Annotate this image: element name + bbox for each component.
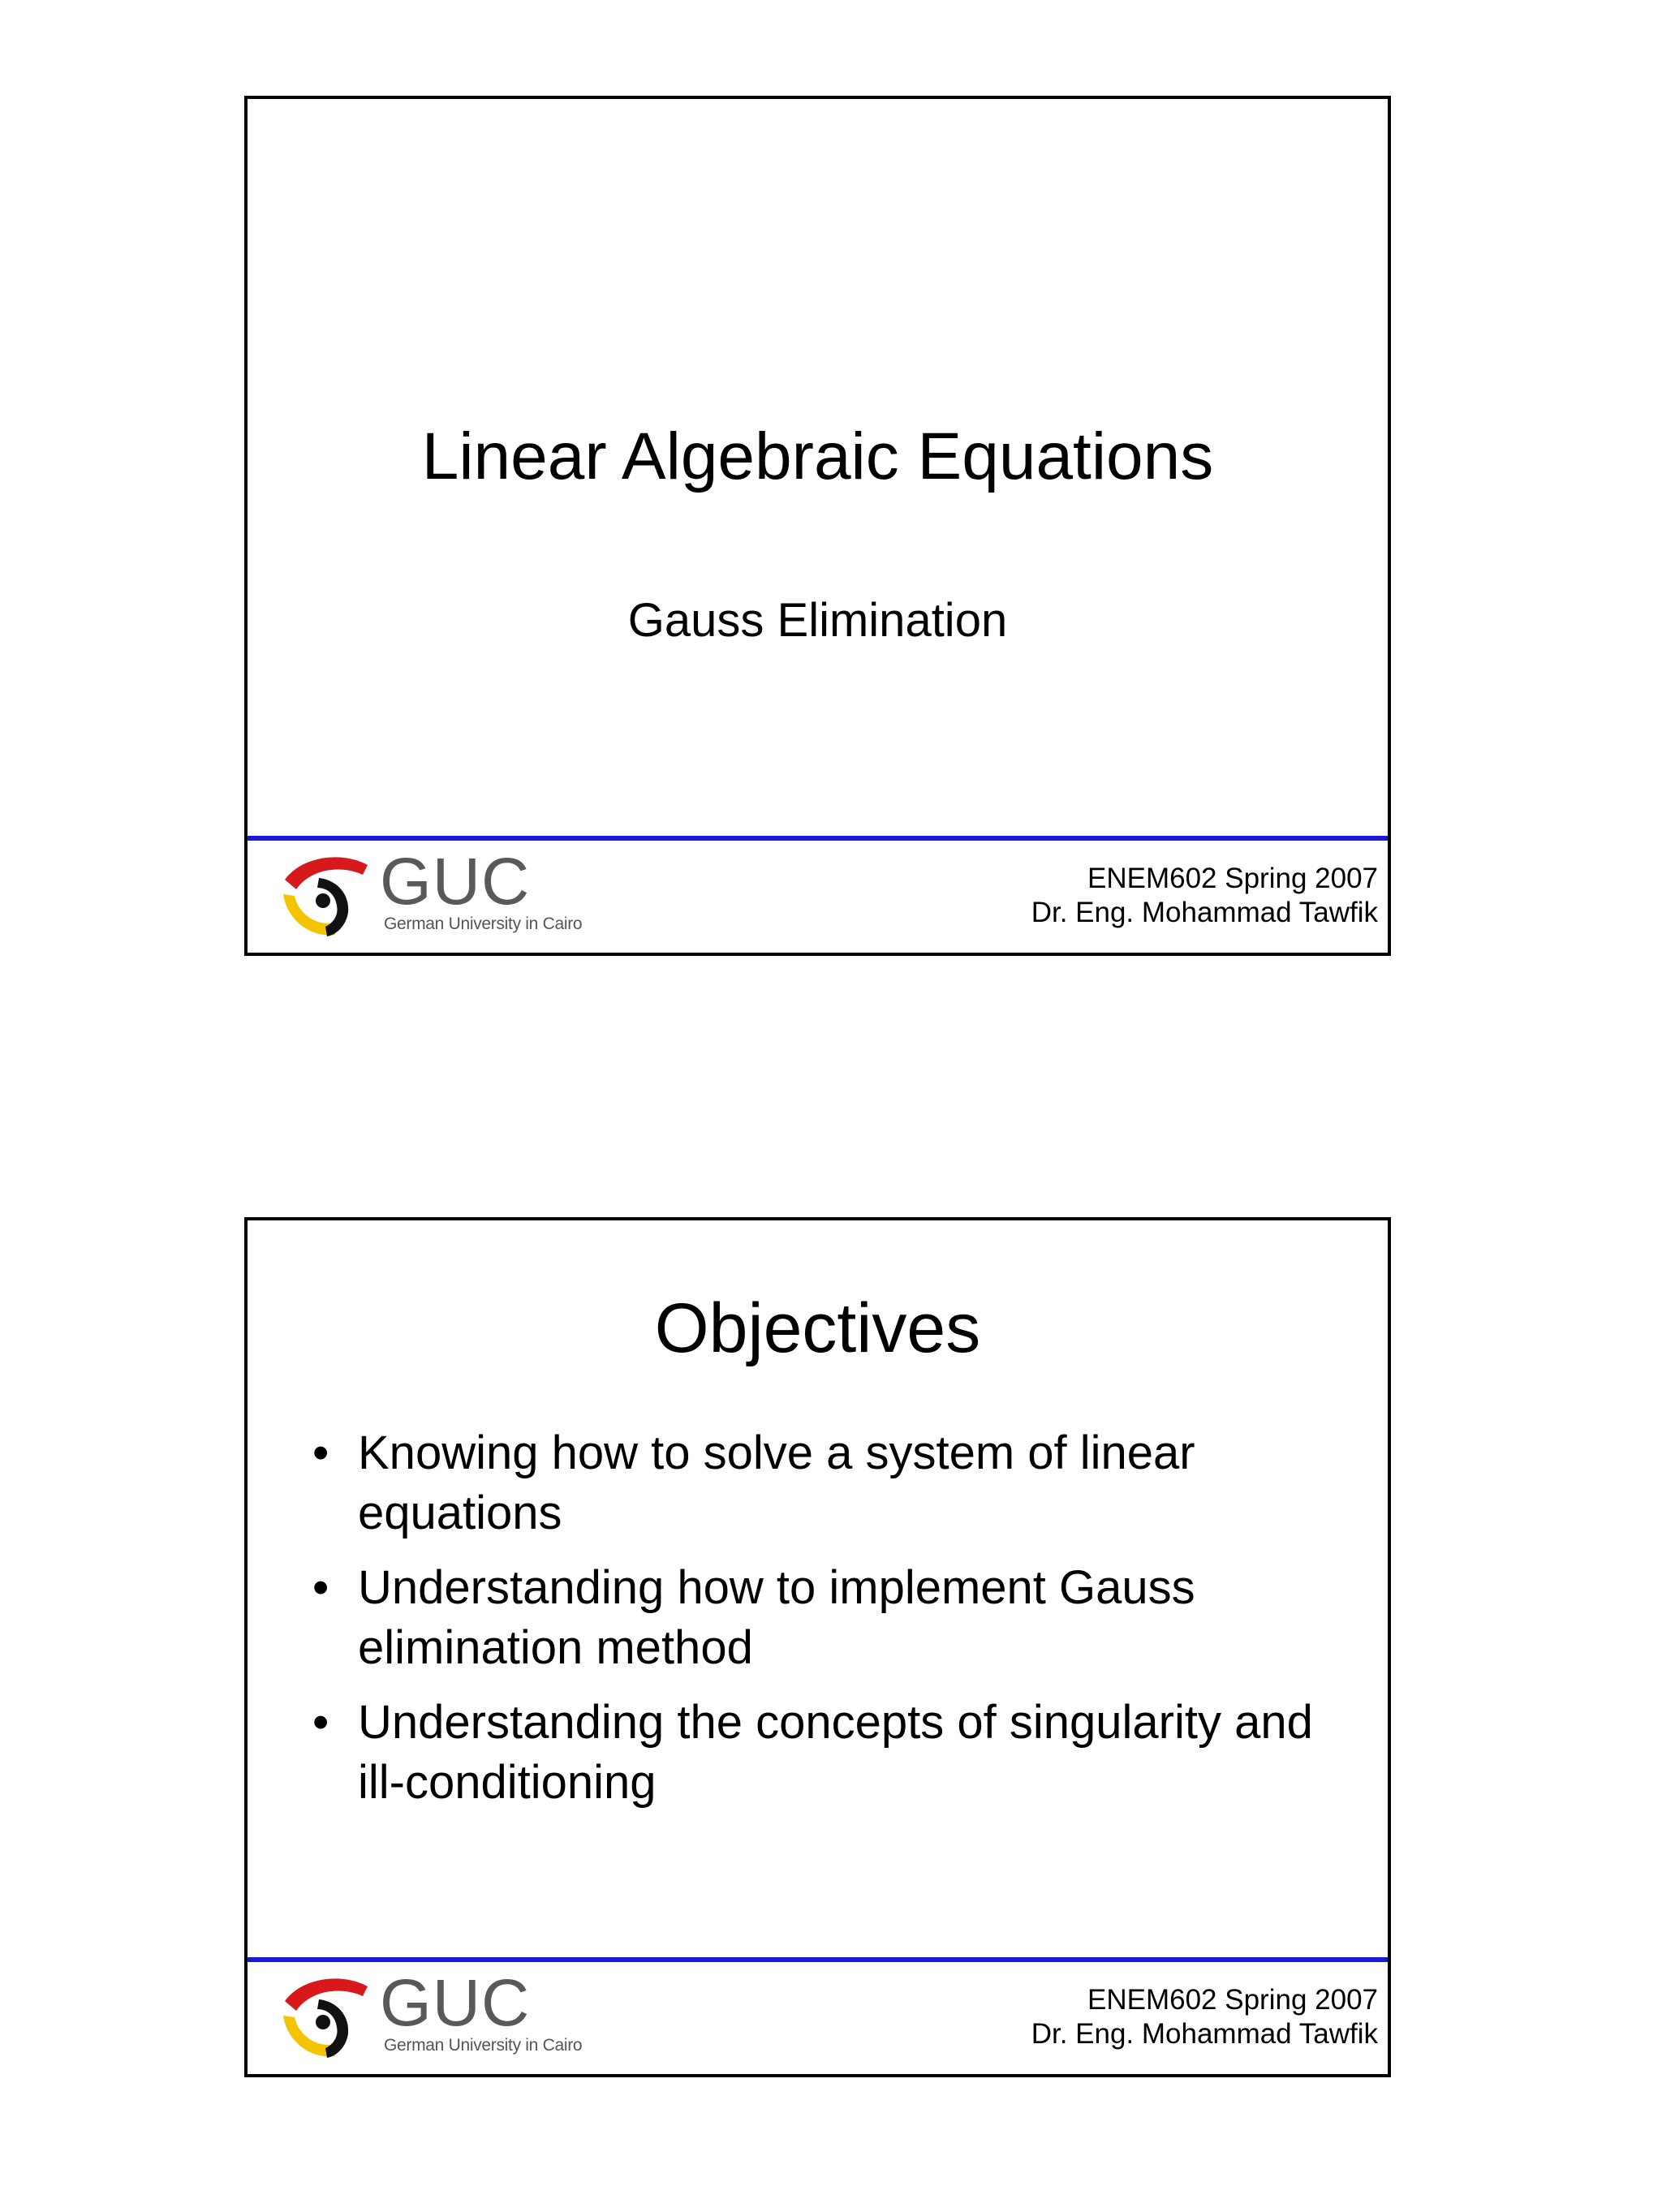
logo-wordmark: GUC [380,845,531,919]
slide-subtitle: Gauss Elimination [627,594,1008,647]
objectives-list [312,1423,1315,1827]
footer-course: ENEM602 Spring 2007 [1087,1984,1378,2016]
guc-emblem-icon [278,1969,376,2064]
slide-title [244,96,1391,956]
logo-subtitle: German University in Cairo [384,2036,583,2055]
list-item-text: Knowing how to solve a system of linear equations [358,1427,1195,1539]
footer-divider [248,836,1388,841]
list-item-text: Understanding how to implement Gauss elimination method [358,1561,1195,1674]
slide-objectives [244,1217,1391,2077]
bullet-symbol: • [312,1427,329,1479]
bullet-symbol: • [312,1696,329,1749]
slide-footer [1031,862,1378,930]
list-item [312,1693,1315,1813]
list-item [312,1423,1315,1543]
footer-author: Dr. Eng. Mohammad Tawfik [1031,2018,1378,2050]
guc-logo [278,845,583,943]
logo-wordmark: GUC [380,1966,531,2040]
list-item-text: Understanding the concepts of singularity and ill-conditioning [358,1696,1313,1809]
guc-logo [278,1966,583,2064]
footer-course: ENEM602 Spring 2007 [1087,863,1378,894]
footer-author: Dr. Eng. Mohammad Tawfik [1031,897,1378,928]
list-item [312,1558,1315,1678]
slide-objectives-heading: Objectives [654,1289,981,1367]
footer-divider [248,1957,1388,1962]
slide-title-heading: Linear Algebraic Equations [421,420,1214,493]
slide-footer [1031,1983,1378,2051]
guc-emblem-icon [278,847,376,943]
bullet-symbol: • [312,1561,329,1614]
logo-subtitle: German University in Cairo [384,914,583,933]
